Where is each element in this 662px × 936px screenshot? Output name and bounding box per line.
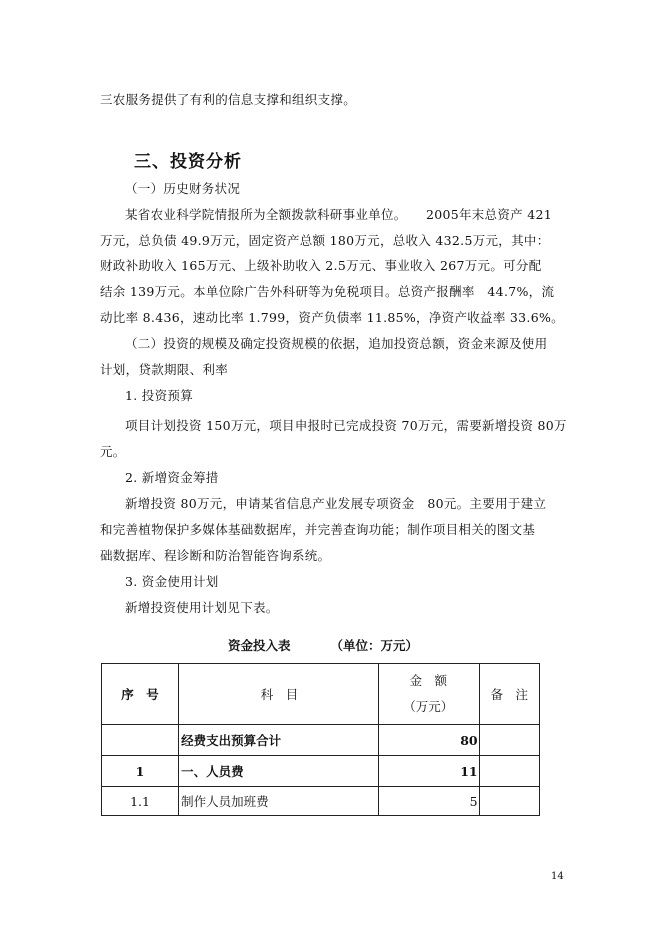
item-1-line: 项目计划投资 150万元，项目申报时已完成投资 70万元，需要新增投资 80万 [125,418,567,433]
cell-seq: 1.1 [102,787,179,816]
table-row [102,787,540,816]
header-amount-unit: （万元） [403,699,454,714]
item-2-line: 和完善植物保护多媒体基础数据库，并完善查询功能；制作项目相关的图文基 [100,522,536,537]
fund-table [101,663,540,816]
financial-paragraph-line: 结余 139万元。本单位除广告外科研等为免税项目。总资产报酬率 44.7%，流 [100,284,555,299]
cell-seq: 1 [102,756,179,787]
item-2-line: 础数据库、程诊断和防治智能咨询系统。 [100,548,331,563]
financial-paragraph-line: 动比率 8.436，速动比率 1.799，资产负债率 11.85%，净资产收益率 33.6%。 [100,310,564,325]
cell-amount: 80 [378,725,479,756]
cell-subject: 经费支出预算合计 [179,725,379,756]
table-row [102,725,540,756]
cell-amount: 11 [378,756,479,787]
section-title: 三、投资分析 [134,152,242,172]
continuation-paragraph: 三农服务提供了有利的信息支撑和组织支撑。 [100,92,357,107]
cell-subject: 一、人员费 [179,756,379,787]
header-seq: 序 号 [102,664,179,725]
table-row [102,756,540,787]
header-amount-label: 金 额 [409,673,448,688]
financial-paragraph-line: 某省农业科学院情报所为全额拨款科研事业单位。 2005年末总资产 421 [125,207,552,222]
page-number: 14 [551,871,564,882]
subsection-2-line: （二）投资的规模及确定投资规模的依据，追加投资总额，资金来源及使用 [125,336,548,351]
item-1-title: 1. 投资预算 [125,388,193,403]
header-remark: 备 注 [479,664,539,725]
financial-paragraph-line: 财政补助收入 165万元、上级补助收入 2.5万元、事业收入 267万元。可分配 [100,258,542,273]
subsection-2-line: 计划，贷款期限、利率 [100,362,229,377]
cell-seq [102,725,179,756]
table-caption-unit: （单位：万元） [330,638,419,653]
cell-remark [479,756,539,787]
financial-paragraph-line: 万元，总负债 49.9万元，固定资产总额 180万元，总收入 432.5万元，其中： [100,233,550,248]
item-3-line: 新增投资使用计划见下表。 [125,600,279,615]
cell-amount: 5 [378,787,479,816]
item-3-title: 3. 资金使用计划 [125,574,219,589]
table-caption [228,636,418,654]
table-header-row [102,664,540,725]
subsection-1-title: （一）历史财务状况 [125,181,241,196]
item-2-title: 2. 新增资金筹措 [125,470,219,485]
item-2-line: 新增投资 80万元，申请某省信息产业发展专项资金 80元。主要用于建立 [125,496,547,511]
table-caption-title: 资金投入表 [228,638,291,653]
cell-remark [479,787,539,816]
cell-remark [479,725,539,756]
header-subject: 科 目 [179,664,379,725]
cell-subject: 制作人员加班费 [179,787,379,816]
item-1-line: 元。 [100,444,126,459]
header-amount [378,664,479,725]
